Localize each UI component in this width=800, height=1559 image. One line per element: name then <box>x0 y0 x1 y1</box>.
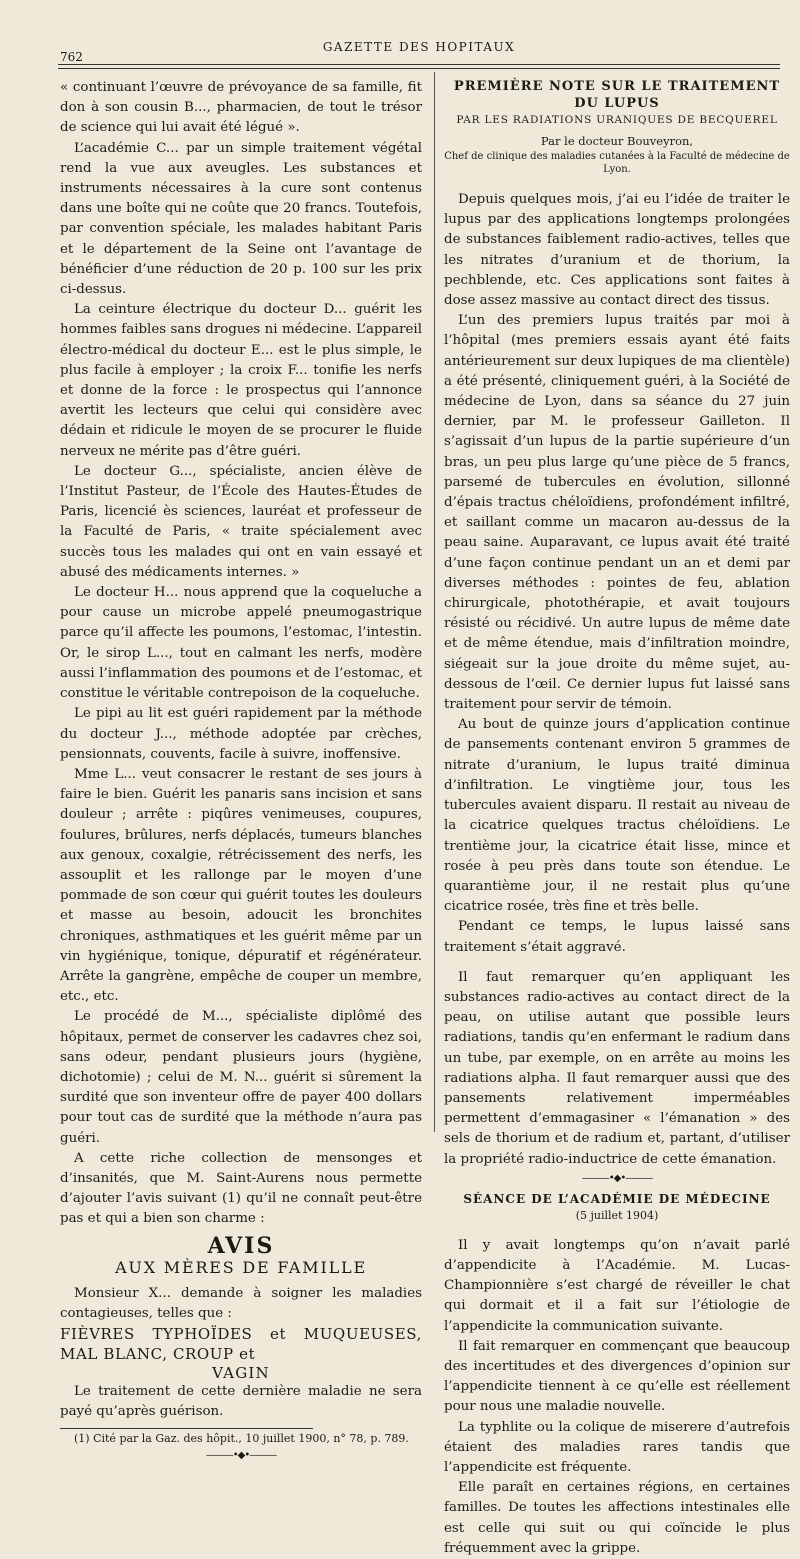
avis-diseases: FIÈVRES TYPHOÏDES et MUQUEUSES, MAL BLANC, CROUP et <box>60 1324 422 1363</box>
paragraph: Elle paraît en certaines régions, en certaines familles. De toutes les affections intestinales elle est celle qui suit ou qui coïncide le plus fréquemment avec la grippe. <box>444 1480 790 1556</box>
spacer <box>444 958 790 968</box>
paragraph: Au bout de quinze jours d’application continue de pansements contenant environ 5 grammes de nitrate d’uranium, le lupus traité diminua d’infiltration. Le vingtième jour, tous les tubercules avaient disparu. Il restait au niveau de la cicatrice quelques tractus chéloïdiens. Le trentième jour, la cicatrice était lisse, mince et rosée à peu près dans toute son étendue. Le quarantième jour, il ne restait plus qu’une cicatrice rosée, très fine et très belle. <box>444 717 790 915</box>
paragraph: Le docteur G..., spécialiste, ancien élève de l’Institut Pasteur, de l’École des Hautes-Études de Paris, licencié ès sciences, lauréat et professeur de la Faculté de Paris, « traite spécialement avec succès tous les malades qui ont en vain essayé et abusé des médicaments internes. » <box>60 463 422 580</box>
header-rule-thin <box>58 68 780 69</box>
paragraph: Il y avait longtemps qu’on n’avait parlé d’appendicite à l’Académie. M. Lucas-Championnière s’est chargé de réveiller le chat qui dormait et il a fait sur l’étiologie de l’appendicite la communication suivante. <box>444 1237 790 1334</box>
seance-date: (5 juillet 1904) <box>575 1208 659 1222</box>
avis-title: AVIS <box>207 1232 275 1259</box>
avis-intro: Monsieur X... demande à soigner les maladies contagieuses, telles que : <box>60 1285 422 1321</box>
page-number: 762 <box>60 50 83 64</box>
right-column <box>444 78 790 1559</box>
paragraph: L’académie C... par un simple traitement végétal rend la vue aux aveugles. Les substances et instruments nécessaires à la cure sont contenus dans une boîte qui ne coûte que 20 francs. Toutefois, par convention spéciale, les malades habitant Paris et le département de la Seine ont l’avantage de bénéficier d’une réduction de 20 p. 100 sur les prix ci-dessus. <box>60 140 422 298</box>
paragraph: Il fait remarquer en commençant que beaucoup des incertitudes et des divergences d’opinion sur l’appendicite tiennent à ce qu’elle est réellement pour nous une maladie nouvelle. <box>444 1338 790 1415</box>
seance-title: SÉANCE DE L’ACADÉMIE DE MÉDECINE <box>463 1191 771 1206</box>
header-rule <box>58 64 780 65</box>
avis-subtitle: AUX MÈRES DE FAMILLE <box>115 1257 367 1277</box>
paragraph: Depuis quelques mois, j’ai eu l’idée de traiter le lupus par des applications longtemps prolongées de substances faiblement radio-actives, telles que les nitrates d’uranium et de thorium, la pechblende, etc. Ces applications sont faites à dose assez massive au contact direct des tissus. <box>444 192 790 309</box>
article-title: PREMIÈRE NOTE SUR LE TRAITEMENT DU LUPUS <box>453 79 781 111</box>
paragraph: Le pipi au lit est guéri rapidement par la méthode du docteur J..., méthode adoptée par crèches, pensionnats, couvents, facile à suivre, inoffensive. <box>60 706 422 762</box>
paragraph: Il faut remarquer qu’en appliquant les substances radio-actives au contact direct de la peau, on utilise autant que possible leurs radiations, tandis qu’en enfermant le radium dans un tube, par exemple, on en arrête au moins les radiations alpha. Il faut remarquer aussi que des pansements relativement imperméables permettent d’emmagasiner « l’émanation » des sels de thorium et de radium et, partant, d’utiliser la propriété radio-inductrice de cette émanation. <box>444 969 790 1167</box>
avis-vagin: VAGIN <box>212 1363 270 1382</box>
paragraph: « continuant l’œuvre de prévoyance de sa famille, fit don à son cousin B..., pharmacien, de tout le trésor de science qui lui avait été légué ». <box>60 80 422 136</box>
article-author: Par le docteur Bouveyron, <box>540 134 694 148</box>
paragraph: La typhlite ou la colique de miserere d’autrefois étaient des maladies rares tandis que l’appendicite est fréquente. <box>444 1419 790 1475</box>
footnote: (1) Cité par la Gaz. des hôpit., 10 juillet 1900, n° 78, p. 789. <box>74 1432 409 1446</box>
journal-title: GAZETTE DES HOPITAUX <box>322 40 516 54</box>
column-divider <box>434 72 435 1132</box>
paragraph: L’un des premiers lupus traités par moi à l’hôpital (mes premiers essais ayant été faits antérieurement sur deux lupiques de ma clientèle) a été présenté, cliniquement guéri, à la Société de médecine de Lyon, dans sa séance du 27 juin dernier, par M. le professeur Gailleton. Il s’agissait d’un lupus de la partie supérieure d’un bras, un peu plus large qu’une pièce de 5 francs, parsemé de tubercules en évolution, sillonné d’épais tractus chéloïdiens, profondément infiltré, et saillant comme un macaron au-dessus de la peau saine. Auparavant, ce lupus avait été traité d’une façon continue pendant un an et demi par diverses méthodes : pointes de feu, ablation chirurgicale, photothérapie, et avait toujours résisté ou récidivé. Un autre lupus de même date et de même étendue, mais d’infiltration moindre, siégeait sur la joue droite du même sujet, au-dessous de l’œil. Ce dernier lupus fut laissé sans traitement pour servir de témoin. <box>444 313 790 713</box>
paragraph: La ceinture électrique du docteur D... guérit les hommes faibles sans drogues ni médecine. L’appareil électro-médical du docteur E... est le plus simple, le plus facile à employer ; la croix F... tonifie les nerfs et donne de la force : le prospectus qui l’annonce avertit les lecteurs que celui qui considère avec dédain et ridicule le moyen de se procurer le fluide nerveux ne mérite pas d’être guéri. <box>60 302 422 459</box>
paragraph: Le procédé de M..., spécialiste diplômé des hôpitaux, permet de conserver les cadavres chez soi, sans odeur, pendant plusieurs jours (hygiène, dichotomie) ; celui de M. N... guérit si sûrement la surdité que son inventeur offre de payer 400 dollars pour tout cas de surdité que la méthode n’aura pas guéri. <box>60 1009 422 1146</box>
paragraph: Le docteur H... nous apprend que la coqueluche a pour cause un microbe appelé pneumogastrique parce qu’il affecte les poumons, l’estomac, l’intestin. Or, le sirop L..., tout en calmant les nerfs, modère aussi l’inflammation des poumons et de l’estomac, et constitue le véritable contrepoison de la coqueluche. <box>60 585 422 702</box>
page-header <box>58 36 780 64</box>
ornament-divider: ———•◆•——— <box>581 1172 653 1184</box>
left-column <box>60 78 422 1465</box>
paragraph: A cette riche collection de mensonges et d’insanités, que M. Saint-Aurens nous permette d’ajouter l’avis suivant (1) qu’il ne connaît peut-être pas et qui a bien son charme : <box>60 1150 422 1227</box>
footnote-rule <box>60 1428 313 1429</box>
avis-ending: Le traitement de cette dernière maladie ne sera payé qu’après guérison. <box>60 1383 422 1420</box>
article-subtitle: PAR LES RADIATIONS URANIQUES DE BECQUEREL <box>456 114 778 126</box>
ornament-divider: ———•◆•——— <box>205 1450 277 1462</box>
paragraph: Mme L... veut consacrer le restant de ses jours à faire le bien. Guérit les panaris sans incision et sans douleur ; arrête : piqûres venimeuses, coupures, foulures, brûlures, nerfs déplacés, tumeurs blanches aux genoux, coxalgie, rétrécissement des nerfs, les assouplit et les rallonge par le moyen d’une pommade de son cœur qui guérit toutes les douleurs et masse au besoin, adoucit les bronchites chroniques, asthmatiques et les guérit même par un vin hygiénique, tonique, dépuratif et régénérateur. Arrête la gangrène, empêche de couper un membre, etc., etc. <box>60 766 422 1005</box>
paragraph: Pendant ce temps, le lupus laissé sans traitement s’était aggravé. <box>444 919 790 955</box>
author-role: Chef de clinique des maladies cutanées à la Faculté de médecine de Lyon. <box>444 151 790 175</box>
